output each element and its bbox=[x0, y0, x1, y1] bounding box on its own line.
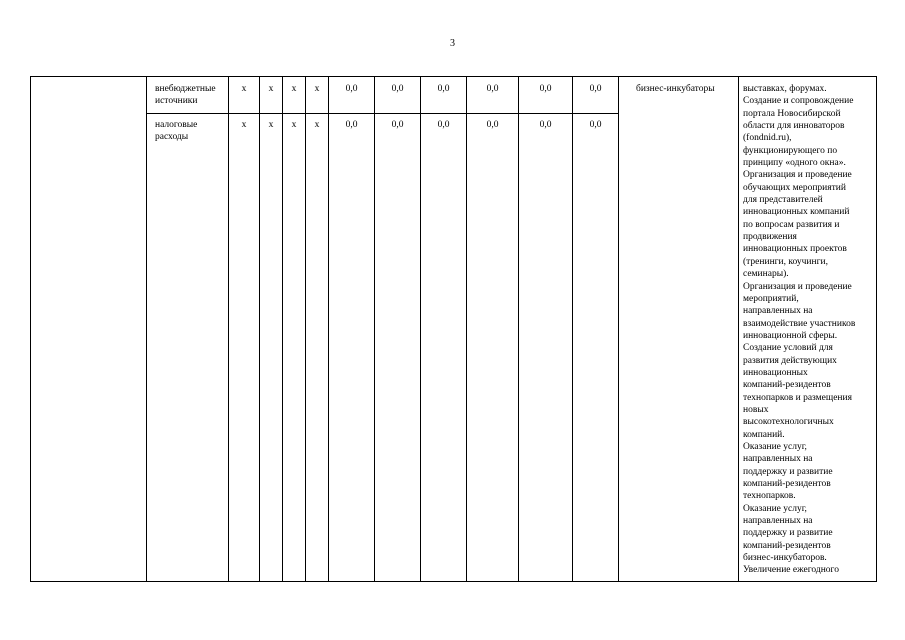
column-divider bbox=[466, 77, 467, 581]
description-line: для представителей bbox=[743, 195, 823, 206]
description-line: принципу «одного окна». bbox=[743, 158, 846, 169]
description-line: функционирующего по bbox=[743, 145, 838, 156]
value-cell: 0,0 bbox=[539, 84, 552, 94]
description-line: компаний. bbox=[743, 429, 785, 440]
description-line: взаимодействие участников bbox=[743, 318, 856, 329]
funding-source-line: налоговые bbox=[155, 120, 198, 130]
column-divider bbox=[305, 77, 306, 581]
description-line: Оказание услуг, bbox=[743, 441, 807, 452]
mark-cell: х bbox=[241, 84, 247, 94]
mark-cell: х bbox=[268, 120, 274, 130]
description-line: компаний-резидентов bbox=[743, 479, 831, 489]
mark-cell: х bbox=[291, 84, 297, 94]
description-line: (тренинги, коучинги, bbox=[743, 256, 828, 267]
description-line: технопарков. bbox=[743, 491, 796, 502]
funding-source-line: внебюджетные bbox=[155, 84, 216, 94]
mark-cell: х bbox=[268, 84, 274, 94]
value-cell: 0,0 bbox=[589, 84, 602, 94]
description-line: инновационных проектов bbox=[743, 244, 847, 255]
value-cell: 0,0 bbox=[345, 120, 358, 130]
funding-source-label bbox=[155, 120, 197, 143]
value-cell: 0,0 bbox=[589, 120, 602, 130]
description-line: портала Новосибирской bbox=[743, 108, 841, 119]
budget-table bbox=[30, 76, 877, 582]
value-cell: 0,0 bbox=[391, 84, 404, 94]
mark-cell: х bbox=[291, 120, 297, 130]
description-line: поддержку и развитие bbox=[743, 466, 833, 477]
page-number: 3 bbox=[450, 38, 455, 49]
value-cell: 0,0 bbox=[345, 84, 358, 94]
description-line: инновационной сферы. bbox=[743, 330, 838, 341]
funding-source-line: источники bbox=[155, 95, 198, 106]
value-cell: 0,0 bbox=[437, 120, 450, 130]
description-line: компаний-резидентов bbox=[743, 540, 831, 551]
column-divider bbox=[228, 77, 229, 581]
mark-cell: х bbox=[314, 120, 320, 130]
column-divider bbox=[282, 77, 283, 581]
description-line: мероприятий, bbox=[743, 293, 799, 304]
description-line: высокотехнологичных bbox=[743, 417, 834, 428]
mark-cell: х bbox=[241, 120, 247, 130]
description-line: Оказание услуг, bbox=[743, 503, 807, 514]
column-divider bbox=[618, 77, 619, 581]
row-divider bbox=[146, 113, 618, 114]
column-divider bbox=[259, 77, 260, 581]
description-line: бизнес-инкубаторов. bbox=[743, 553, 827, 564]
description-line: Создание и сопровождение bbox=[743, 96, 854, 107]
description-line: выставках, форумах. bbox=[743, 84, 827, 94]
funding-source-label bbox=[155, 84, 216, 107]
description-line: обучающих мероприятий bbox=[743, 182, 846, 193]
description-line: новых bbox=[743, 404, 769, 415]
column-divider bbox=[420, 77, 421, 581]
description-line: инновационных bbox=[743, 367, 808, 378]
column-divider bbox=[518, 77, 519, 581]
description-line: направленных на bbox=[743, 454, 813, 465]
value-cell: 0,0 bbox=[486, 120, 499, 130]
description-line: Организация и проведение bbox=[743, 281, 852, 292]
mark-cell: х bbox=[314, 84, 320, 94]
description-line: компаний-резидентов bbox=[743, 380, 831, 391]
funding-source-line: расходы bbox=[155, 131, 189, 142]
executor-cell: бизнес-инкубаторы bbox=[636, 84, 715, 94]
activity-description bbox=[743, 83, 877, 577]
description-line: (fondnid.ru), bbox=[743, 133, 792, 144]
value-cell: 0,0 bbox=[486, 84, 499, 94]
description-line: области для инноваторов bbox=[743, 121, 845, 132]
value-cell: 0,0 bbox=[539, 120, 552, 130]
description-line: технопарков и размещения bbox=[743, 392, 852, 403]
column-divider bbox=[146, 77, 147, 581]
description-line: развития действующих bbox=[743, 355, 837, 366]
description-line: семинары). bbox=[743, 269, 789, 280]
value-cell: 0,0 bbox=[391, 120, 404, 130]
description-line: инновационных компаний bbox=[743, 207, 850, 218]
column-divider bbox=[328, 77, 329, 581]
column-divider bbox=[572, 77, 573, 581]
description-line: Организация и проведение bbox=[743, 170, 852, 181]
description-line: Увеличение ежегодного bbox=[743, 565, 839, 576]
description-line: по вопросам развития и bbox=[743, 219, 840, 230]
column-divider bbox=[374, 77, 375, 581]
column-divider bbox=[738, 77, 739, 581]
description-line: направленных на bbox=[743, 516, 813, 527]
description-line: продвижения bbox=[743, 232, 797, 243]
description-line: Создание условий для bbox=[743, 343, 833, 354]
value-cell: 0,0 bbox=[437, 84, 450, 94]
description-line: направленных на bbox=[743, 306, 813, 317]
description-line: поддержку и развитие bbox=[743, 528, 833, 539]
